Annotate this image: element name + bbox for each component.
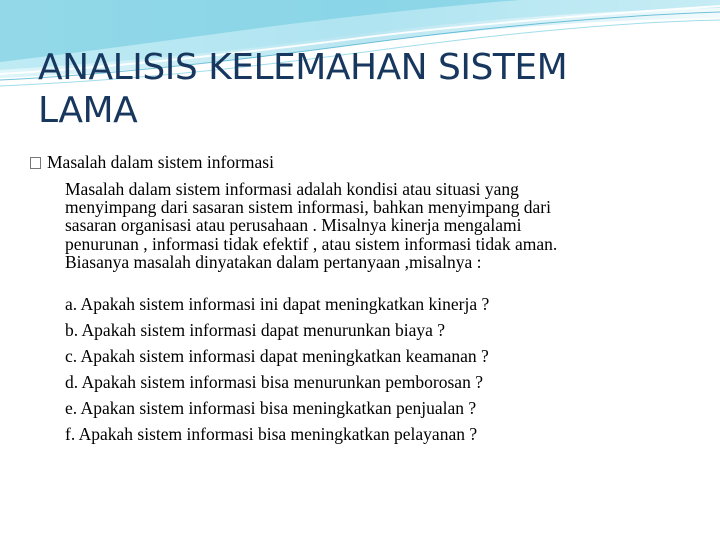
question-item-e: e. Apakan sistem informasi bisa meningkatkan penjualan ? xyxy=(65,398,477,418)
paragraph-line: menyimpang dari sasaran sistem informasi, bahkan menyimpang dari xyxy=(65,197,551,218)
slide-title xyxy=(38,46,678,132)
question-item-f: f. Apakah sistem informasi bisa meningkatkan pelayanan ? xyxy=(65,424,478,444)
slide-title-line-1: ANALISIS KELEMAHAN SISTEM xyxy=(38,47,568,88)
bullet-box-icon xyxy=(30,157,41,169)
question-item-a: a. Apakah sistem informasi ini dapat meningkatkan kinerja ? xyxy=(65,294,490,314)
question-item-c: c. Apakah sistem informasi dapat meningkatkan keamanan ? xyxy=(65,346,489,366)
paragraph-line: penurunan , informasi tidak efektif , atau sistem informasi tidak aman. xyxy=(65,233,558,254)
paragraph-line: sasaran organisasi atau perusahaan . Misalnya kinerja mengalami xyxy=(65,215,522,236)
paragraph-line: Biasanya masalah dinyatakan dalam pertanyaan ,misalnya : xyxy=(65,251,482,272)
bullet-item xyxy=(30,152,274,173)
body-paragraph xyxy=(65,180,695,271)
question-item-d: d. Apakah sistem informasi bisa menurunkan pemborosan ? xyxy=(65,372,483,392)
slide-title-line-2: LAMA xyxy=(38,90,138,131)
paragraph-line: Masalah dalam sistem informasi adalah kondisi atau situasi yang xyxy=(65,179,519,199)
bullet-text: Masalah dalam sistem informasi xyxy=(47,152,274,172)
question-item-b: b. Apakah sistem informasi dapat menurunkan biaya ? xyxy=(65,320,446,340)
